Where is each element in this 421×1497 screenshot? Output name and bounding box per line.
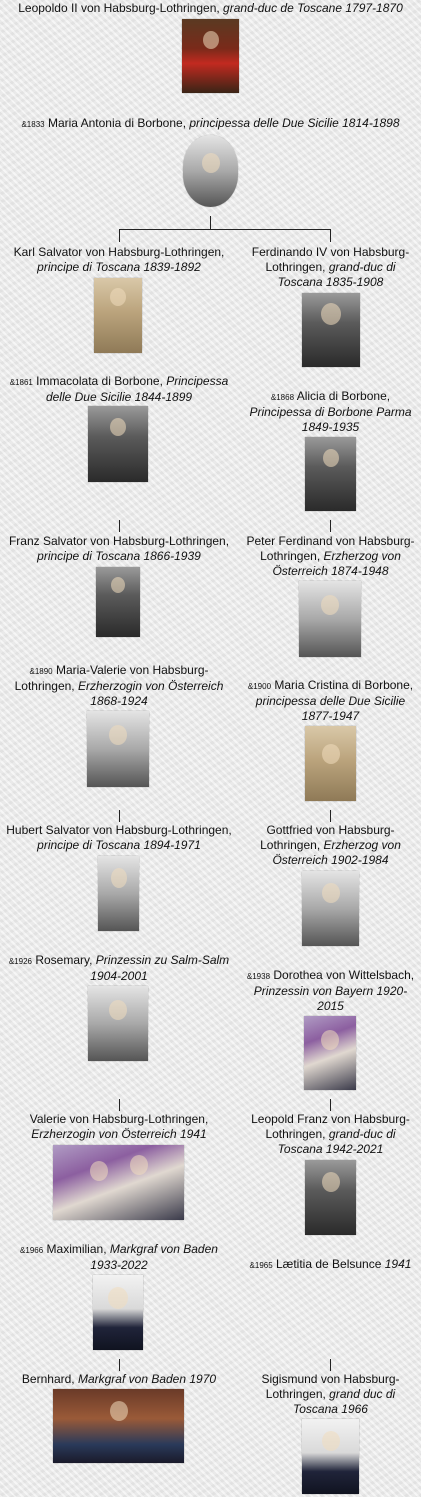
person-maria-valerie [4,663,234,709]
portrait-bernhard [53,1389,184,1463]
person-maria-antonia [5,116,416,132]
portrait-sigismund [302,1419,359,1494]
portrait-franz-salvator [96,567,140,637]
person-maximilian [4,1242,234,1273]
person-alicia [244,389,417,435]
portrait-peter-ferdinand [299,581,361,657]
portrait-maria-antonia [183,135,238,207]
portrait-maria-cristina [305,726,356,801]
person-label: Gottfried von Habsburg-Lothringen, Erzherzog von Österreich 1902-1984 [260,823,401,867]
portrait-alicia [305,437,356,511]
person-label: &1890 Maria-Valerie von Habsburg-Lothringen, Erzherzogin von Österreich 1868-1924 [14,663,224,708]
connector-line [119,1359,120,1371]
connector-line [210,216,211,230]
portrait-rosemary [88,986,148,1061]
connector-line [330,229,331,242]
person-label: Ferdinando IV von Habsburg-Lothringen, grand-duc di Toscana 1835-1908 [251,245,410,289]
person-gottfried [244,823,417,868]
portrait-immacolata [88,406,148,482]
person-dorothea [244,968,417,1014]
portrait-hubert-salvator [98,856,139,931]
person-label: Karl Salvator von Habsburg-Lothringen, principe di Toscana 1839-1892 [13,245,225,274]
person-rosemary [4,953,234,984]
person-label: Peter Ferdinand von Habsburg-Lothringen, Erzherzog von Österreich 1874-1948 [246,534,415,578]
person-label: Leopoldo II von Habsburg-Lothringen, grand-duc de Toscane 1797-1870 [18,1,403,15]
person-label: &1900 Maria Cristina di Borbone, principessa delle Due Sicilie 1877-1947 [247,678,414,723]
person-label: &1926 Rosemary, Prinzessin zu Salm-Salm 1904-2001 [8,953,230,983]
person-leopoldo-ii [5,1,416,16]
connector-line [330,1099,331,1111]
connector-line [119,1099,120,1111]
person-maria-cristina [244,678,417,724]
connector-line [330,810,331,822]
person-label: Sigismund von Habsburg-Lothringen, grand duc di Toscana 1966 [261,1372,400,1416]
connector-line [119,229,120,242]
person-label: Franz Salvator von Habsburg-Lothringen, principe di Toscana 1866-1939 [8,534,230,563]
portrait-leopoldo-ii [182,19,239,93]
person-label: Bernhard, Markgraf von Baden 1970 [21,1372,217,1386]
person-valerie [4,1112,234,1142]
person-ferdinando-iv [244,245,417,290]
portrait-karl-salvator [94,278,142,353]
person-label: Hubert Salvator von Habsburg-Lothringen, principe di Toscana 1894-1971 [6,823,232,852]
person-label: Leopold Franz von Habsburg-Lothringen, grand-duc di Toscana 1942-2021 [251,1112,410,1156]
connector-line [330,520,331,532]
person-leopold-franz [244,1112,417,1157]
portrait-valerie-couple [53,1145,184,1220]
person-label: Valerie von Habsburg-Lothringen, Erzherzogin von Österreich 1941 [29,1112,209,1141]
person-label: &1966 Maximilian, Markgraf von Baden 1933-2022 [20,1242,218,1272]
portrait-maria-valerie [87,711,149,787]
portrait-ferdinando-iv [302,293,360,367]
person-laetitia [244,1257,417,1273]
person-immacolata [4,374,234,405]
person-sigismund [244,1372,417,1417]
person-hubert-salvator [4,823,234,853]
connector-line [119,810,120,822]
person-bernhard [4,1372,234,1387]
person-franz-salvator [4,534,234,564]
connector-line [119,229,331,230]
portrait-gottfried [302,871,359,946]
connector-line [119,520,120,532]
person-label: &1938 Dorothea von Wittelsbach, Prinzessin von Bayern 1920-2015 [246,968,415,1013]
portrait-maximilian [93,1275,143,1350]
portrait-leopold-franz [305,1160,356,1235]
person-label: &1868 Alicia di Borbone, Principessa di Borbone Parma 1849-1935 [249,389,412,434]
person-label: &1833 Maria Antonia di Borbone, principessa delle Due Sicilie 1814-1898 [21,116,400,130]
person-label: &1861 Immacolata di Borbone, Principessa delle Due Sicilie 1844-1899 [9,374,229,404]
person-peter-ferdinand [244,534,417,579]
connector-line [330,1359,331,1371]
person-label: &1965 Lætitia de Belsunce 1941 [249,1257,412,1271]
person-karl-salvator [4,245,234,275]
portrait-dorothea [304,1016,356,1090]
